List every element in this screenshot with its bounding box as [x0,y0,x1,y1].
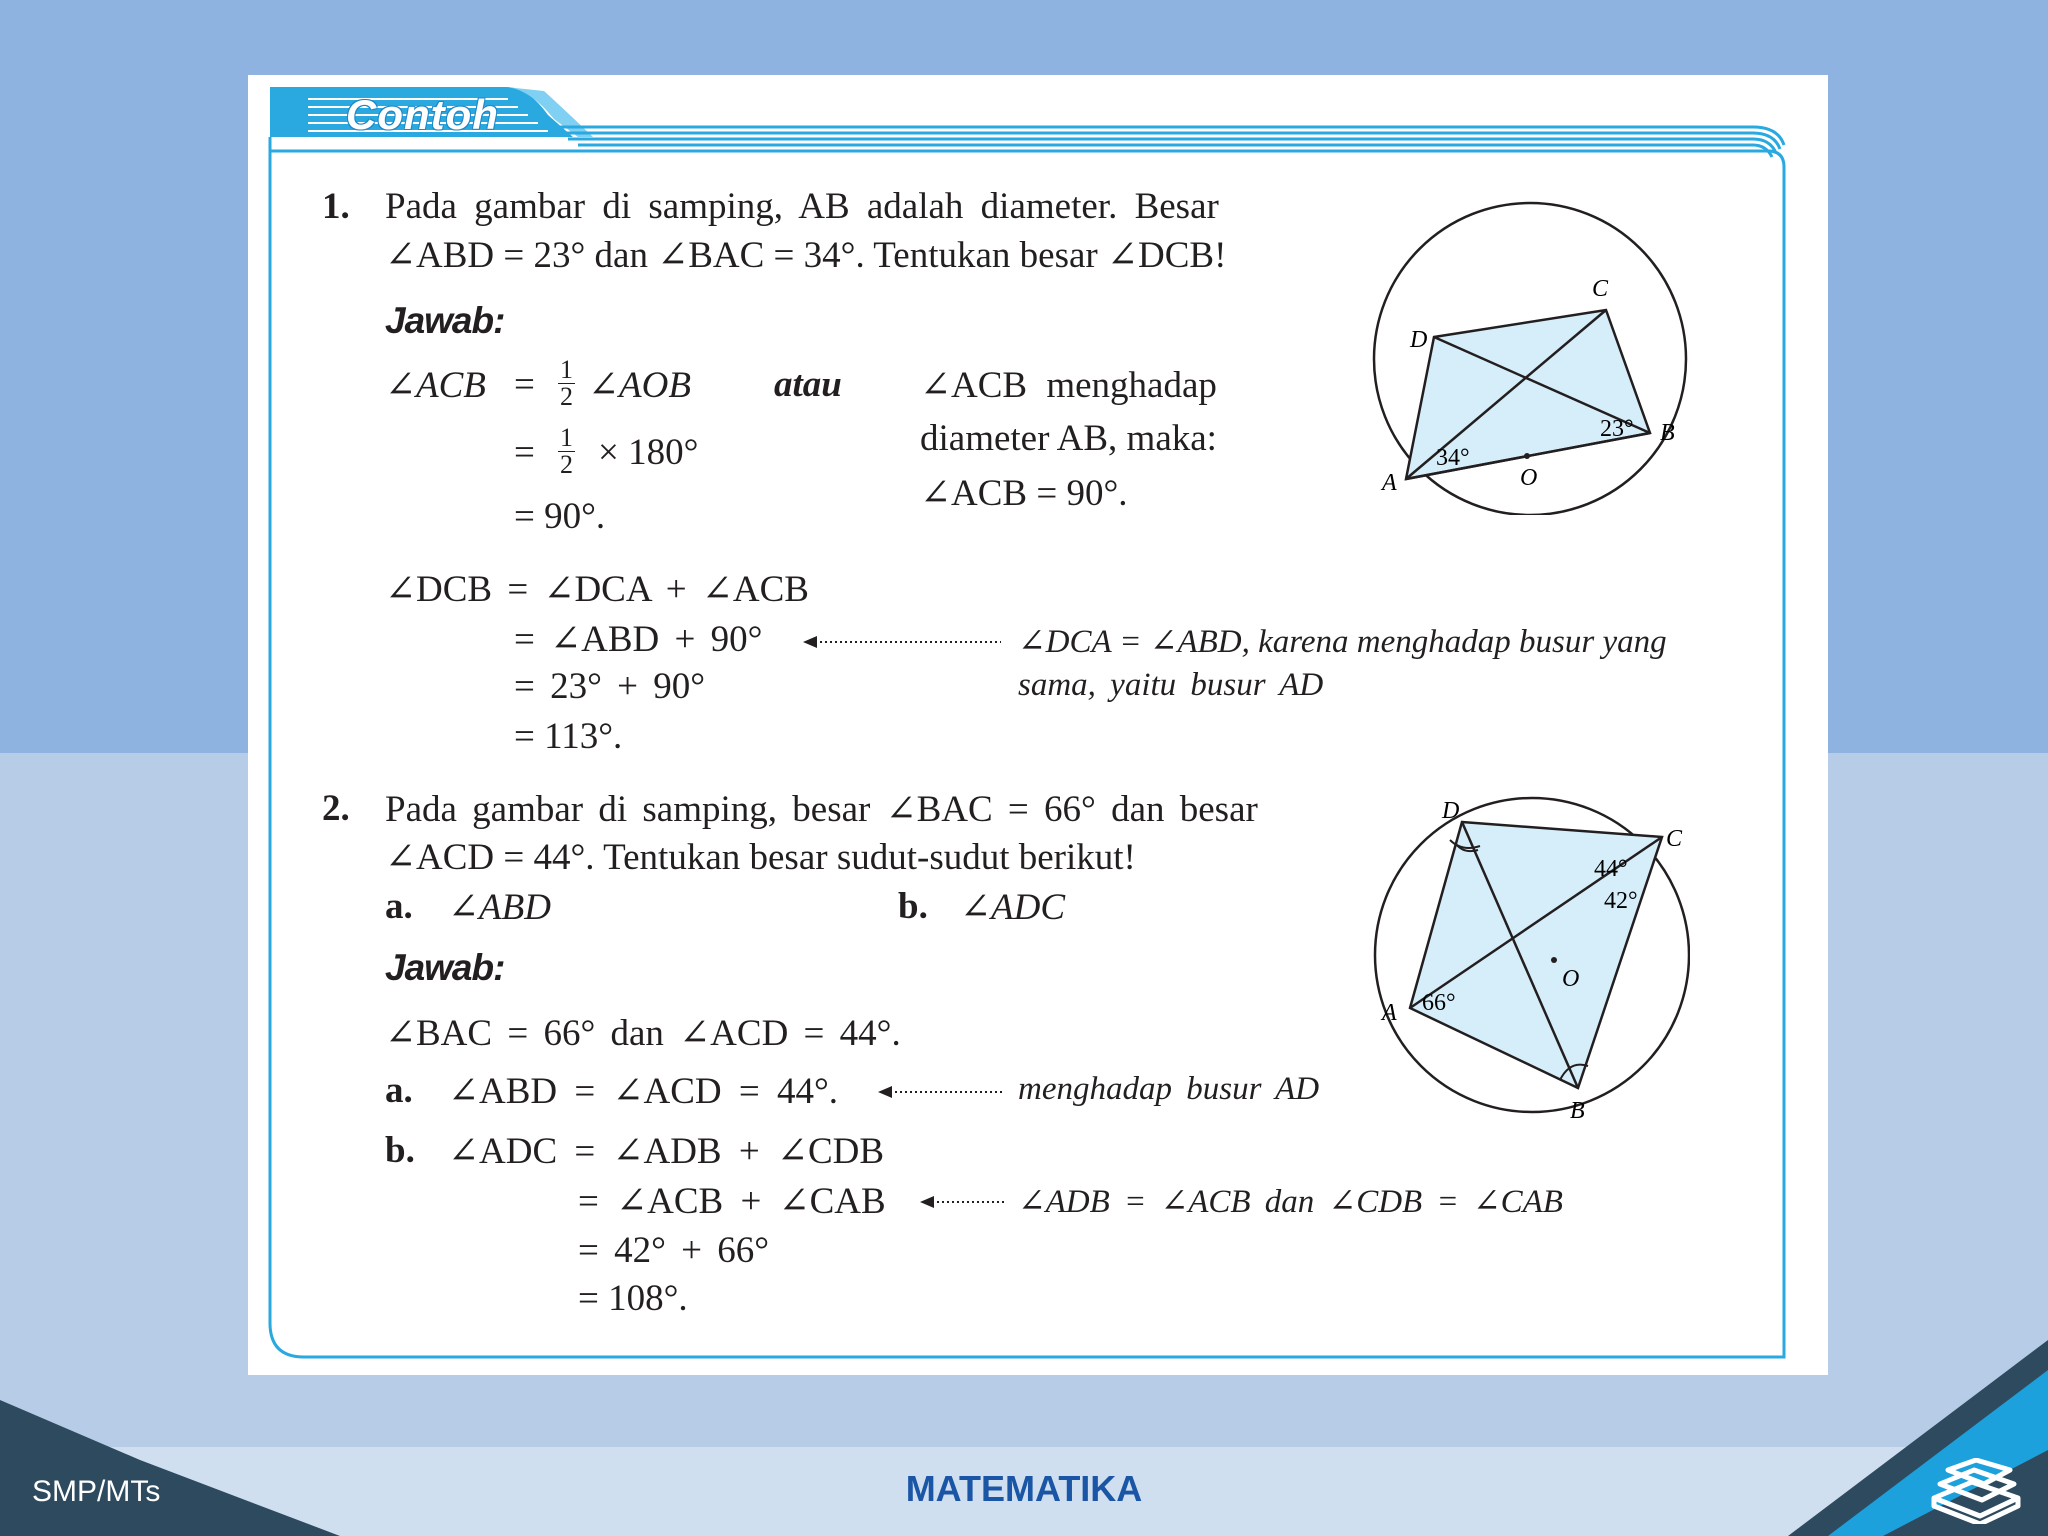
example1-s1-lhs: ∠ACB [385,365,486,406]
fig2-angle-a: 66° [1422,990,1456,1016]
fig1-label-d: D [1410,327,1428,353]
example2-b-line3: = 42° + 66° [578,1230,770,1271]
example1-side-line1: ∠ACB menghadap [920,365,1217,406]
example1-s1-eq3: = 90°. [514,496,606,537]
example1-s1-rhs2: × 180° [598,432,699,473]
book-stack-icon [1928,1458,2024,1524]
example1-note-arrow [803,635,1003,649]
example1-fraction-2: $\frac{1}{2}$ [560,423,573,479]
example2-a-label: a. [385,1070,413,1111]
example1-question-line2: ∠ABD = 23° dan ∠BAC = 34°. Tentukan besar ∠DCB! [385,235,1227,276]
example2-b-note-arrow [920,1195,1008,1209]
example1-answer-label: Jawab: [385,300,505,341]
fig1-label-o: O [1520,465,1538,491]
example2-a-note-arrow [878,1085,1006,1099]
example2-b-label: b. [385,1130,415,1171]
example2-b-line2: = ∠ACB + ∠CAB [578,1181,886,1222]
fig2-label-c: C [1666,826,1683,852]
footer-level-label: SMP/MTs [32,1475,161,1508]
example1-question-line1: Pada gambar di samping, AB adalah diameter. Besar [385,186,1219,227]
example1-note-line1: ∠DCA = ∠ABD, karena menghadap busur yang [1018,624,1667,660]
fig1-label-b: B [1660,420,1675,446]
contoh-header-label: Contoh [346,91,499,138]
example-card [248,75,1828,1375]
example1-note-line2: sama, yaitu busur AD [1018,667,1324,703]
example1-number: 1. [322,186,350,227]
example1-s1-rhs1: ∠AOB [588,365,691,406]
fig1-angle-a: 34° [1436,445,1470,471]
example2-opt-a-label: a. [385,886,413,927]
fig2-label-d: D [1442,798,1460,824]
example1-circle-figure [1370,195,1690,515]
example2-circle-figure [1370,790,1690,1130]
example1-s2-line2: = ∠ABD + 90° [514,619,763,660]
example2-b-line1: ∠ADC = ∠ADB + ∠CDB [448,1131,885,1172]
fig2-label-b: B [1570,1098,1585,1124]
example2-a-line: ∠ABD = ∠ACD = 44°. [448,1071,839,1112]
example2-b-note: ∠ADB = ∠ACB dan ∠CDB = ∠CAB [1018,1184,1563,1220]
example2-opt-b: ∠ADC [960,887,1066,928]
example1-side-line3: ∠ACB = 90°. [920,473,1128,514]
fig1-label-a: A [1382,470,1397,496]
fig2-label-o: O [1562,966,1580,992]
example1-s1-eq2: = [514,432,535,473]
fig2-label-a: A [1382,1000,1397,1026]
example2-opt-a: ∠ABD [448,887,551,928]
example1-fraction-1: $\frac{1}{2}$ [560,355,573,411]
footer-subject-title: MATEMATIKA [905,1468,1143,1509]
example2-given: ∠BAC = 66° dan ∠ACD = 44°. [385,1013,901,1054]
example2-number: 2. [322,788,350,829]
example2-question-line1: Pada gambar di samping, besar ∠BAC = 66° dan besar [385,789,1258,830]
example2-opt-b-label: b. [898,886,928,927]
example2-answer-label: Jawab: [385,947,505,988]
fig1-angle-b: 23° [1600,416,1634,442]
example2-b-line4: = 108°. [578,1278,688,1319]
example1-s1-eq1: = [514,364,535,405]
fig2-angle-c-upper: 44° [1594,856,1628,882]
example1-s2-line1: ∠DCB = ∠DCA + ∠ACB [385,569,809,610]
fig2-angle-c-lower: 42° [1604,888,1638,914]
example1-side-line2: diameter AB, maka: [920,418,1217,459]
fig1-label-c: C [1592,276,1609,302]
example1-s2-line3: = 23° + 90° [514,666,706,707]
example1-atau: atau [774,364,842,405]
example1-s2-line4: = 113°. [514,716,623,757]
example2-a-note: menghadap busur AD [1018,1071,1320,1107]
example2-question-line2: ∠ACD = 44°. Tentukan besar sudut-sudut berikut! [385,837,1136,878]
